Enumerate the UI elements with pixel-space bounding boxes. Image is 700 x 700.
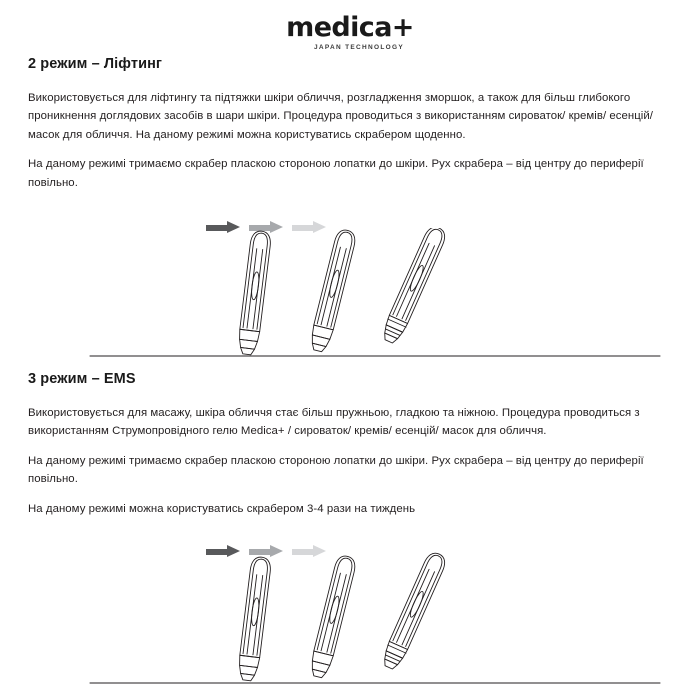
- brand-logo: [0, 14, 700, 51]
- section-title: 2 режим – Ліфтинг: [28, 56, 163, 72]
- section-paragraph: На даному режимі можна користуватись скрабером 3-4 рази на тиждень: [28, 502, 416, 515]
- device-illustration-mode-2: [0, 228, 700, 363]
- brand-name: medica+: [286, 12, 414, 43]
- device-diagram: [0, 228, 700, 363]
- section-paragraph: Використовується для ліфтингу та підтяжки шкіри обличчя, розгладження зморшок, а також для більш глибокого проникнення доглядових засобів в шари шкіри. Процедура проводиться з використанням сироваток/ кремів/ есенцій/ масок для обличчя. На даному режимі можна користуватись скрабером щоденно.: [28, 92, 654, 141]
- brand-tagline: JAPAN TECHNOLOGY: [313, 44, 405, 51]
- section-title: 3 режим – EMS: [28, 371, 136, 387]
- section-paragraph: Використовується для масажу, шкіра обличчя стає більш пружньою, гладкою та ніжною. Процедура проводиться з використанням Струмопровідного гелю Medica+ / сироваток/ кремів/ есенцій/ масок для обличчя.: [28, 407, 640, 438]
- section-paragraph: На даному режимі тримаємо скрабер пласкою стороною лопатки до шкіри. Рух скрабера – від центру до периферії повільно.: [28, 158, 644, 189]
- section-mode-3: [28, 371, 676, 518]
- device-illustration-mode-3: [0, 552, 700, 692]
- device-diagram: [0, 552, 700, 692]
- section-paragraph: На даному режимі тримаємо скрабер пласкою стороною лопатки до шкіри. Рух скрабера – від центру до периферії повільно.: [28, 454, 644, 486]
- section-mode-2: [28, 56, 676, 192]
